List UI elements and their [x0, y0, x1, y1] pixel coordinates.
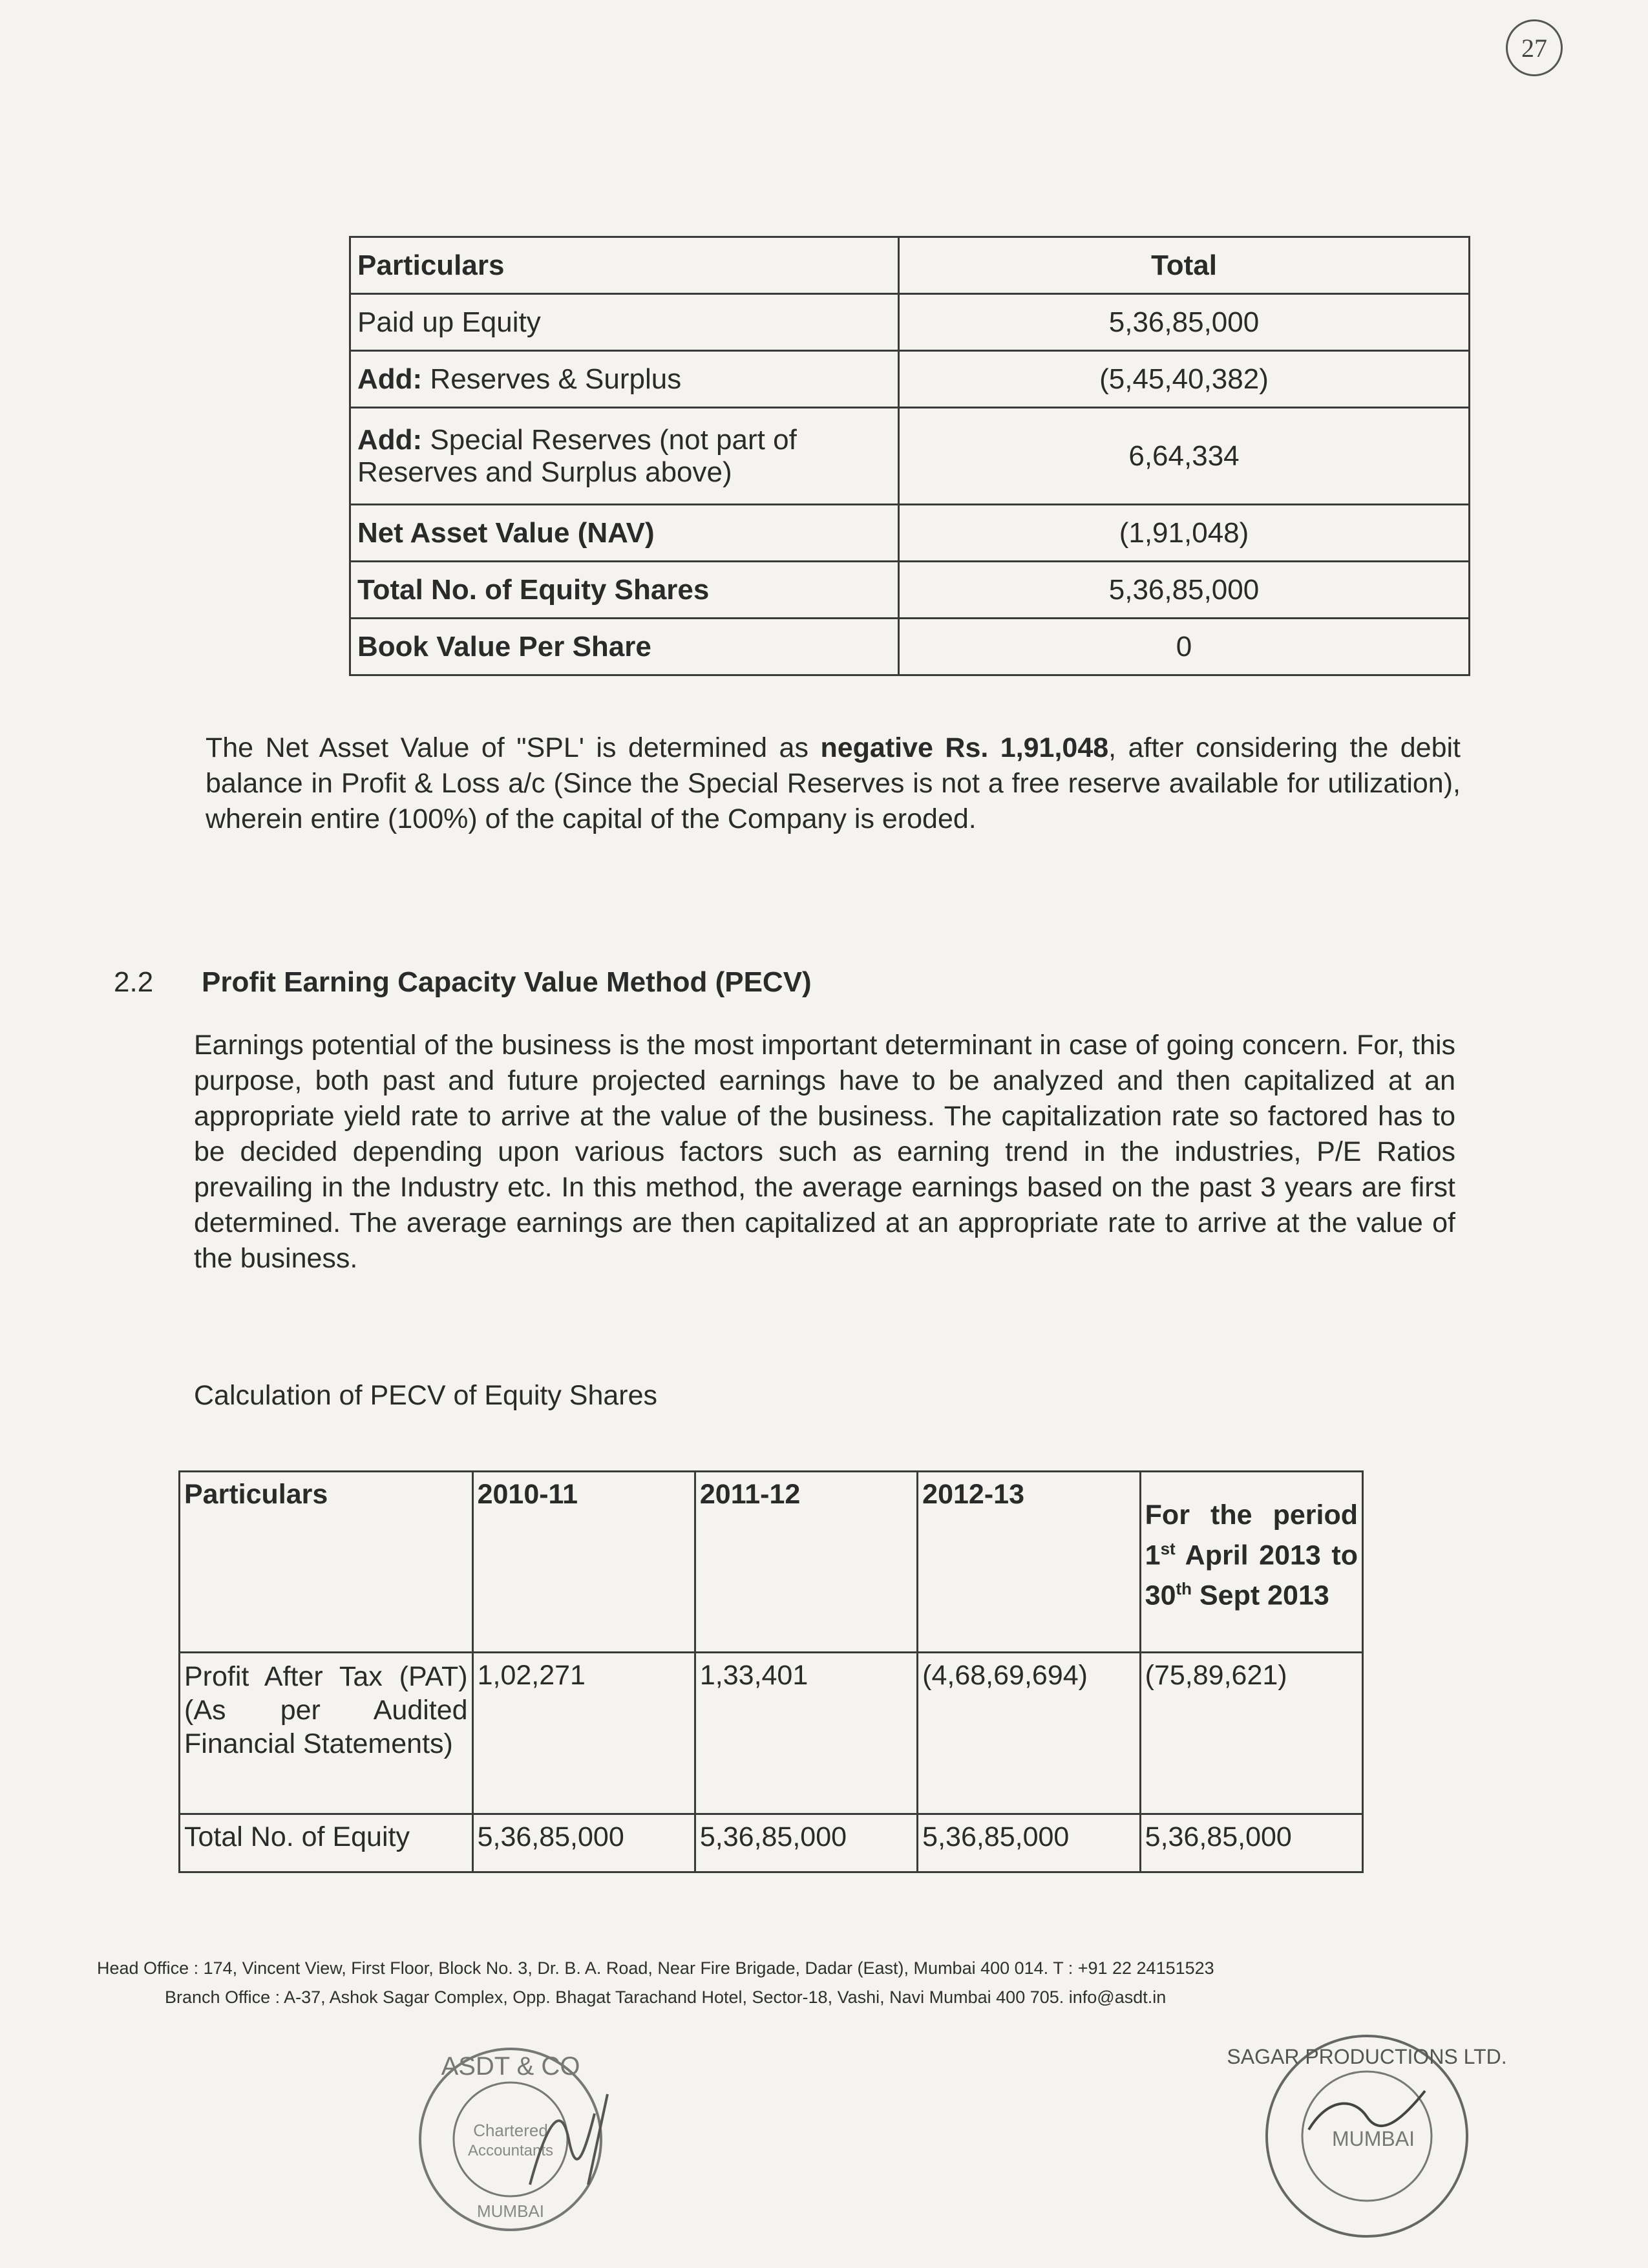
page-number: 27: [1506, 19, 1563, 76]
ca-seal-stamp: [414, 2036, 633, 2243]
table-header-row: [350, 237, 1470, 294]
seal-center-text: Chartered: [473, 2121, 548, 2140]
row-label: Total No. of Equity Shares: [350, 562, 899, 619]
row-label: Add: Reserves & Surplus: [350, 351, 899, 408]
table-row: [350, 562, 1470, 619]
pecv-table-title: Calculation of PECV of Equity Shares: [194, 1380, 658, 1411]
table-row: [350, 351, 1470, 408]
seal-center-text: Accountants: [467, 2142, 554, 2159]
table-row: [180, 1653, 1363, 1814]
seal-bottom-text: MUMBAI: [477, 2201, 544, 2221]
column-header: For the period 1st April 2013 to 30th Sept 2013: [1140, 1472, 1362, 1653]
table-row: [350, 505, 1470, 562]
row-label: Add: Special Reserves (not part of Reserves and Surplus above): [350, 408, 899, 505]
column-header: 2012-13: [918, 1472, 1140, 1653]
row-value: 5,36,85,000: [899, 294, 1470, 351]
cell-value: (75,89,621): [1140, 1653, 1362, 1814]
cell-value: 1,33,401: [695, 1653, 917, 1814]
table-row: [350, 408, 1470, 505]
row-label: Total No. of Equity: [180, 1814, 473, 1872]
cell-value: (4,68,69,694): [918, 1653, 1140, 1814]
footer-branch-office: Branch Office : A-37, Ashok Sagar Complex, Opp. Bhagat Tarachand Hotel, Sector-18, Vashi, Navi Mumbai 400 705. info@asdt.in: [165, 1987, 1167, 2007]
table-row: [350, 619, 1470, 675]
column-header: Particulars: [180, 1472, 473, 1653]
row-value: 6,64,334: [899, 408, 1470, 505]
column-header: Total: [899, 237, 1470, 294]
row-value: 0: [899, 619, 1470, 675]
table-row: [350, 294, 1470, 351]
row-label: Net Asset Value (NAV): [350, 505, 899, 562]
cell-value: 1,02,271: [472, 1653, 695, 1814]
row-value: (1,91,048): [899, 505, 1470, 562]
cell-value: 5,36,85,000: [1140, 1814, 1362, 1872]
row-label: Book Value Per Share: [350, 619, 899, 675]
section-title: Profit Earning Capacity Value Method (PECV): [202, 966, 812, 998]
pecv-table: [178, 1470, 1364, 1873]
seal-center-text: MUMBAI: [1332, 2127, 1415, 2150]
row-label: Profit After Tax (PAT) (As per Audited Financial Statements): [180, 1653, 473, 1814]
cell-value: 5,36,85,000: [918, 1814, 1140, 1872]
pecv-paragraph: Earnings potential of the business is the most important determinant in case of going concern. For, this purpose, both past and future projected earnings have to be analyzed and then capitalized at an appropriate yield rate to arrive at the value of the business. The capitalization rate so factored has to be decided depending upon various factors such as earning trend in the industries, P/E Ratios prevailing in the Industry etc. In this method, the average earnings based on the past 3 years are first determined. The average earnings are then capitalized at an appropriate rate to arrive at the value of the business.: [194, 1030, 1455, 1274]
row-label: Paid up Equity: [350, 294, 899, 351]
cell-value: 5,36,85,000: [695, 1814, 917, 1872]
row-value: 5,36,85,000: [899, 562, 1470, 619]
column-header: Particulars: [350, 237, 899, 294]
nav-note-paragraph: The Net Asset Value of "SPL' is determined as negative Rs. 1,91,048, after considering the debit balance in Profit & Loss a/c (Since the Special Reserves is not a free reserve available for utilization), wherein entire (100%) of the capital of the Company is eroded.: [206, 732, 1461, 834]
column-header: 2011-12: [695, 1472, 917, 1653]
section-number: 2.2: [114, 966, 154, 998]
seal-ring-text: ASDT & CO: [441, 2052, 580, 2081]
cell-value: 5,36,85,000: [472, 1814, 695, 1872]
table-row: [180, 1814, 1363, 1872]
row-value: (5,45,40,382): [899, 351, 1470, 408]
footer-head-office: Head Office : 174, Vincent View, First Floor, Block No. 3, Dr. B. A. Road, Near Fire Brigade, Dadar (East), Mumbai 400 014. T : +91 22 24151523: [97, 1958, 1214, 1978]
table-header-row: [180, 1472, 1363, 1653]
seal-ring-text: SAGAR PRODUCTIONS LTD.: [1227, 2045, 1507, 2068]
company-seal-stamp: [1227, 2026, 1507, 2246]
nav-table: [349, 236, 1470, 676]
signature-mark: [1309, 2091, 1425, 2130]
column-header: 2010-11: [472, 1472, 695, 1653]
